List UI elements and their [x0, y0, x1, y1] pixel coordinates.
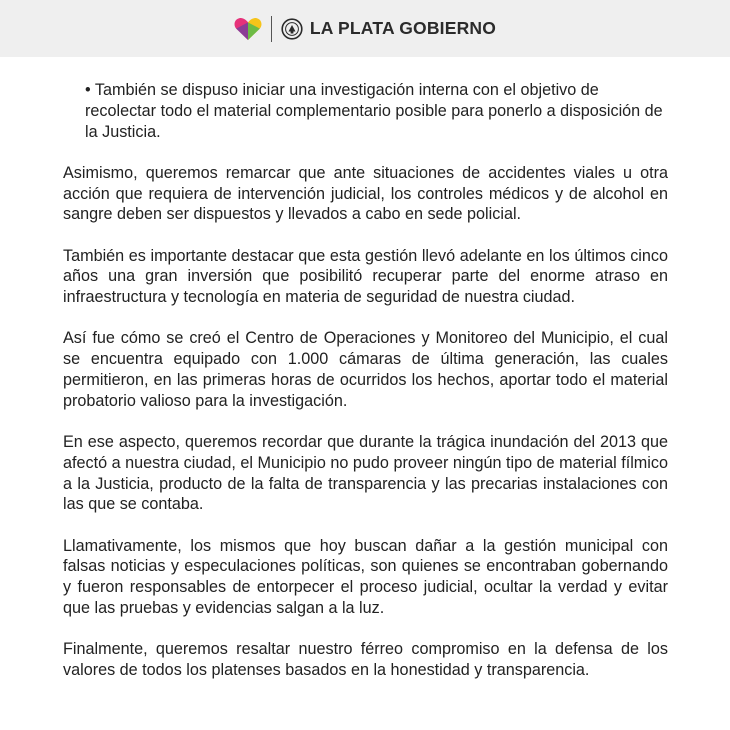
document-body — [63, 80, 668, 701]
brand-name: LA PLATA GOBIERNO — [309, 18, 497, 38]
paragraph: Así fue cómo se creó el Centro de Operaciones y Monitoreo del Municipio, el cual se encuentra equipado con 1.000 cámaras de última generación, las cuales permitieron, en las primeras horas de ocurridos los hechos, aportar todo el material probatorio valioso para la investigación. — [63, 329, 668, 410]
paragraph: Llamativamente, los mismos que hoy buscan dañar a la gestión municipal con falsas noticias y especulaciones políticas, son quienes se encontraban gobernando y fueron responsables de entorpecer el proceso judicial, ocultar la verdad y evitar que las pruebas y evidencias salgan a la luz. — [63, 536, 668, 617]
heart-logo-icon — [234, 16, 262, 42]
city-seal-icon — [281, 18, 303, 40]
paragraph-bullet: • También se dispuso iniciar una investigación interna con el objetivo de recolectar todo el material complementario posible para ponerlo a disposición de la Justicia. — [85, 81, 663, 141]
paragraph: En ese aspecto, queremos recordar que durante la trágica inundación del 2013 que afectó a nuestra ciudad, el Municipio no pudo proveer ningún tipo de material fílmico a la Justicia, producto de la falta de transparencia y las precarias instalaciones con las que se contaba. — [63, 432, 668, 514]
paragraph: Asimismo, queremos remarcar que ante situaciones de accidentes viales u otra acción que requiera de intervención judicial, los controles médicos y de alcohol en sangre deben ser dispuestos y llevados a cabo en sede policial. — [63, 163, 668, 224]
header-bar — [0, 0, 730, 57]
brand-logo — [234, 16, 496, 42]
paragraph: También es importante destacar que esta gestión llevó adelante en los últimos cinco años una gran inversión que posibilitó recuperar parte del enorme atraso en infraestructura y tecnología en materia de seguridad de nuestra ciudad. — [63, 246, 668, 307]
logo-divider — [271, 16, 272, 42]
paragraph: Finalmente, queremos resaltar nuestro férreo compromiso en la defensa de los valores de todos los platenses basados en la honestidad y transparencia. — [63, 640, 668, 679]
